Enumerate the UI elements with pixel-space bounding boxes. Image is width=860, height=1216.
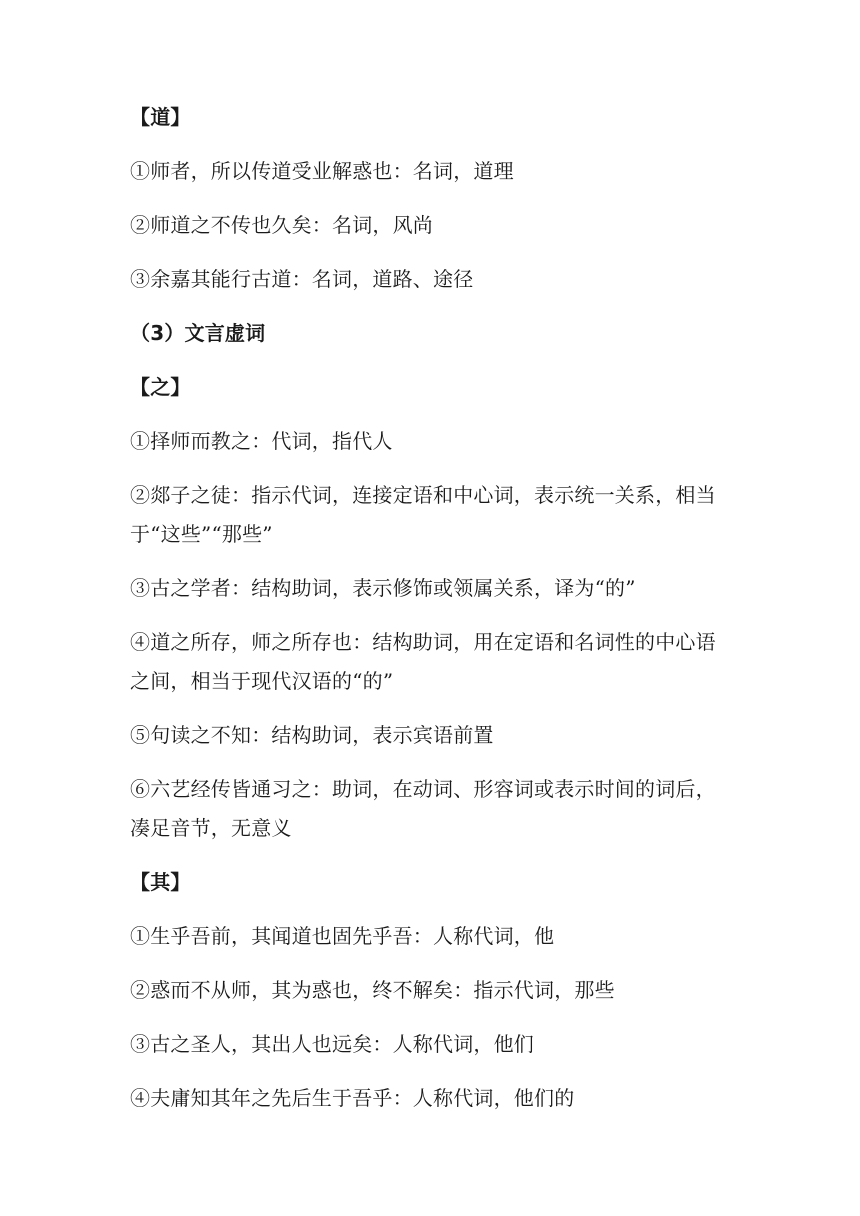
subsection-heading-function-words: （3）文言虚词 [130,321,266,345]
section-heading-dao: 【道】 [130,105,191,129]
text-line: ②惑而不从师，其为惑也，终不解矣：指示代词，那些 [130,978,615,1002]
text-line: ④夫庸知其年之先后生于吾乎：人称代词，他们的 [130,1086,575,1110]
text-line: ②师道之不传也久矣：名词，风尚 [130,213,433,237]
section-heading-zhi: 【之】 [130,375,191,399]
text-line: ③余嘉其能行古道：名词，道路、途径 [130,267,474,291]
section-heading-qi: 【其】 [130,870,191,894]
text-line: ③古之圣人，其出人也远矣：人称代词，他们 [130,1032,534,1056]
text-line: ④道之所存，师之所存也：结构助词，用在定语和名词性的中心语 [130,630,716,654]
text-line: ①择师而教之：代词，指代人 [130,429,393,453]
text-line: ①师者，所以传道受业解惑也：名词，道理 [130,159,514,183]
text-line: ⑥六艺经传皆通习之：助词，在动词、形容词或表示时间的词后， [130,777,716,801]
text-line: ⑤句读之不知：结构助词，表示宾语前置 [130,723,494,747]
text-line-continuation: 于“这些”“那些” [130,522,273,546]
text-line-continuation: 之间，相当于现代汉语的“的” [130,669,394,693]
text-line-continuation: 凑足音节，无意义 [130,816,292,840]
text-line: ②郯子之徒：指示代词，连接定语和中心词，表示统一关系，相当 [130,483,716,507]
text-line: ③古之学者：结构助词，表示修饰或领属关系，译为“的” [130,576,636,600]
text-line: ①生乎吾前，其闻道也固先乎吾：人称代词，他 [130,924,555,948]
